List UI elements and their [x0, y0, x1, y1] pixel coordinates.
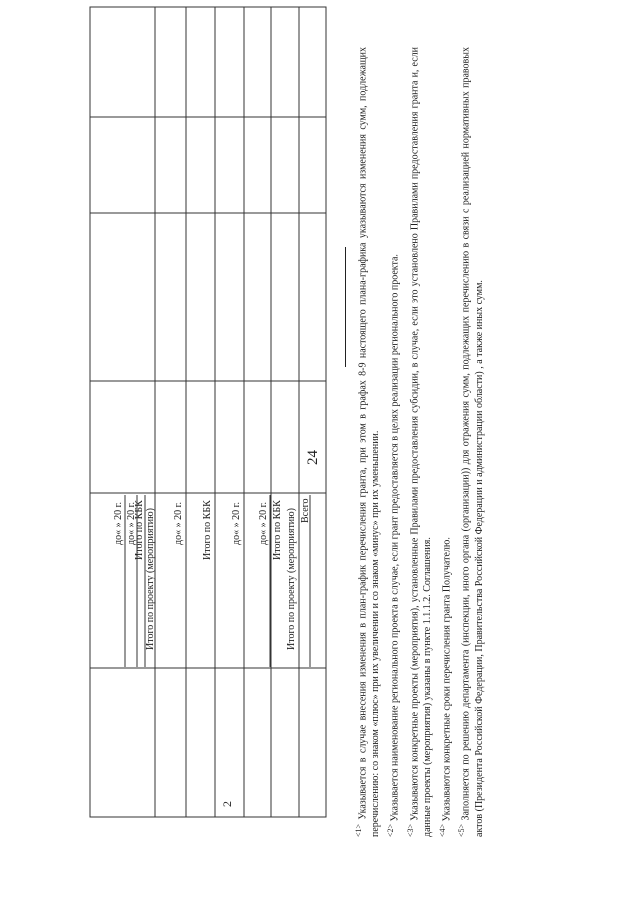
kbk-total-label: Итого по КБК	[134, 500, 145, 560]
project-total-label: Итого по проекту (мероприятию)	[145, 508, 156, 650]
date-cell: до« » 20 г.	[173, 501, 184, 545]
footnote-item: $^{<5>}$ Заполняется по решению департамента (инспекции, иного органа (организации)) для отражения сумм, подлежащих перечислению в связи с реализацией нормативных правовых актов (Президента Российской Федерации, Правительства Российской Федерации и администрации области) , а также иных сумм.	[457, 47, 485, 837]
footnote-item: $^{<1>}$ Указывается в случае внесения изменения в план-график перечисления гранта, при этом в графах 8-9 настоящего плана-графика указываются изменения сумм, подлежащих перечислению: со знаком «плюс» при их увеличении и со знаком «минус» при их уменьшении.	[354, 46, 382, 837]
footnote-separator	[345, 247, 346, 367]
project-total-label: Итого по проекту (мероприятию)	[286, 508, 297, 650]
footnote-item: $^{<2>}$ Указывается наименование регионального проекта в случае, если грант предоставляется в целях реализации регионального проекта.	[386, 254, 401, 837]
footnote-item: $^{<3>}$ Указываются конкретные проекты (мероприятия), установленные Правилами предоставления субсидии, в случае, если это установлено Правилами предоставления гранта и, если данные проекты (мероприятия) указаны в пункте 1.1.1.2. Соглашения.	[405, 46, 433, 837]
footnote-item: $^{<4>}$ Указываются конкретные сроки перечисления гранта Получателю.	[437, 537, 453, 837]
date-cell: до« » 20 г.	[126, 501, 137, 545]
footnotes	[345, 47, 488, 837]
date-cell: до« » 20 г.	[231, 501, 242, 545]
row-number: 2	[220, 801, 234, 807]
date-cell: до« » 20 г.	[113, 501, 124, 545]
date-cell: до« » 20 г.	[258, 501, 269, 545]
page-number: 24	[305, 450, 321, 465]
grand-total-label: Всего	[300, 498, 311, 523]
kbk-total-label: Итого по КБК	[272, 500, 283, 560]
table-border	[90, 7, 326, 817]
kbk-total-label: Итого по КБК	[202, 500, 213, 560]
